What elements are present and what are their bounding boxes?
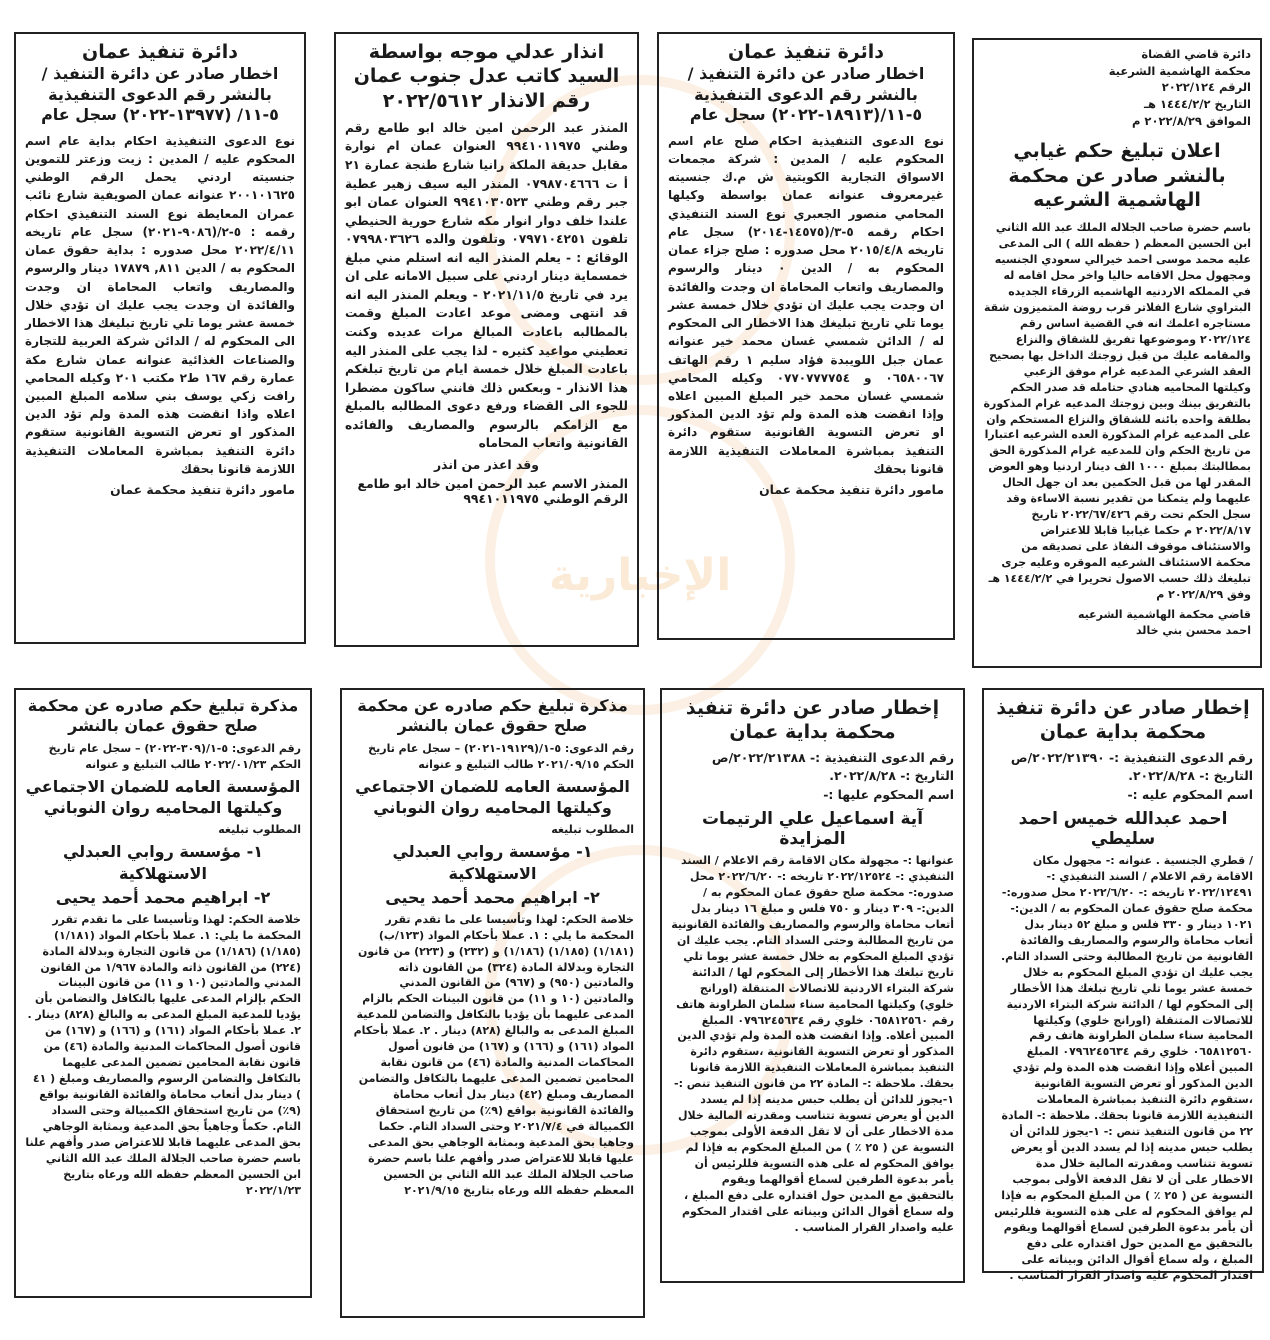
notice1-title: اعلان تبليغ حكم غيابي بالنشر صادر عن محكمة الهاشمية الشرعيه (1008, 140, 1226, 211)
notice1-header-line: التاريخ ١٤٤٤/٢/٢ هـ (1144, 97, 1251, 112)
notice7-body: خلاصة الحكم: لهذا وتأسيسا على ما تقدم تقرر المحكمة ما يلي : ١. عملا بأحكام المواد (١٢٣/ب) (١/١٨١) (١/١٨٥) (١/١٨٦) و (٢٣٢) و (٢٢٣) من قانون التجارة وبدلالة المادة (٣٢٤) من القانون ذاته والمادتين (٩٥٠) و (٩٦٧) من القانون المدني والمادتين (١٠ و ١١) من قانون البينات الحكم بالزام المدعى عليهما بأن يؤديا بالتكافل والتضامن للمدعية المبلغ المدعى به والبالغ (٨٢٨) دينار . ٢. عملا بأحكام المواد (١٦١) و (١٦٦) و (١٦٧) من قانون أصول المحاكمات المدنية والمادة (٤٦) من قانون نقابة المحامين تضمين المدعى عليهما بالتكافل والتضامن المصاريف ومبلغ (٤٢) دينار بدل أتعاب محاماة والفائدة القانونية بواقع (٩٪) من تاريخ استحقاق الكمبيالة في ٢٠٢١/٧/٤ وحتى السداد التام. حكما وجاهيا بحق المدعية وبمثابة الوجاهي بحق المدعى عليها قابلا للاعتراض صدر وأفهم علنا باسم حضرة صاحب الجلالة الملك عبد الله الثاني بن الحسين المعظم حفظه الله ورعاه بتاريخ ٢٠٢١/٩/١٥ (353, 912, 634, 1197)
notice4-signature: مامور دائرة تنفيذ محكمة عمان (110, 482, 295, 498)
notice-first-instance-execution-2 (660, 688, 965, 1283)
notice2-signature: مامور دائرة تنفيذ محكمة عمان (759, 482, 944, 498)
notice7-requesting-party: المؤسسة العامه للضمان الاجتماعي وكيلتها المحاميه روان النوباني (355, 776, 630, 818)
notice7-defendant-2: ٢- ابراهيم محمد أحمد يحيى (385, 888, 600, 908)
notice-first-instance-execution-1 (982, 688, 1264, 1282)
notice6-title: إخطار صادر عن دائرة تنفيذ محكمة بداية عمان (685, 697, 940, 744)
notice1-header-line: الموافق ٢٠٢٢/٨/٢٩ م (1131, 113, 1251, 128)
notice1-header-line: محكمة الهاشمية الشرعية (1108, 63, 1251, 78)
notice5-label: اسم المحكوم عليه :- (1127, 787, 1253, 803)
notice6-date: التاريخ :- ٢٠٢٢/٨/٢٨. (829, 768, 954, 784)
watermark-text: الإخبارية (548, 550, 732, 601)
notice5-defendant-name: احمد عبدالله خميس احمد سليطي (1018, 809, 1228, 850)
notice6-defendant-name: آية اسماعيل علي الرتيمات المزايدة (701, 809, 924, 850)
notice1-signature-title: قاضي محكمة الهاشمية الشرعيه (1077, 607, 1251, 621)
notice8-required-label: المطلوب تبليغه (218, 823, 301, 836)
notice3-signature: المنذر الاسم عبد الرحمن امين خالد ابو طامع الرقم الوطني ٩٩٤١٠١١٩٧٥ (357, 475, 628, 506)
notice4-body: نوع الدعوى التنفيذية احكام بداية عام اسم المحكوم عليه / المدين : زيت وزعتر للتموين جنسيته اردني يحمل الرقم الوطني ٢٠٠١٠١٦٢٥ عنوانه عمان الصويفية شارع نائب عمران المعايطة نوع السند التنفيذي احكام رقمه : ٥-٢/(٩٠٨٦-٢٠٢١) سجل عام تاريخه ٢٠٢٢/٤/١١ محل صدوره : بداية حقوق عمان المحكوم به / الدين ٨١١, ١٧٨٧٩ دينار والرسوم والمصاريف واتعاب المحاماة ان وجدت والفائدة ان وجدت يجب عليك ان تؤدي خلال خمسة عشر يوما تلي تاريخ تبليغك هذا الاخطار الى المحكوم له / الدائن شركة العربية للتجارة والصناعات الغذائية عنوانه عمان شارع مكة عمارة رقم ١٦٧ ط٢ مكتب ٢٠١ وكيله المحامي رافت زكي يوسف بني سلامه المبلغ المبين اعلاه واذا انقضت هذه المدة ولم تؤد الدين المذكور او تعرض التسوية القانونية ستقوم دائرة التنفيذ بمباشرة المعاملات التنفيذية اللازمة قانونا بحقك (25, 133, 296, 476)
notice-amman-execution-2 (14, 32, 306, 644)
notice3-closing: وقد اعذر من انذر (434, 456, 539, 472)
notice8-defendant-2: ٢- ابراهيم محمد أحمد يحيى (55, 888, 271, 908)
notice7-required-label: المطلوب تبليغه (551, 823, 634, 836)
notice1-body: باسم حضرة صاحب الجلاله الملك عبد الله الثاني ابن الحسين المعظم ( حفظه الله ) الى المدعى عليه محمد موسى احمد خيرالي سعودي الجنسيه ومجهول محل الاقامه حاليا واخر محل اقامه له في المملكه الاردنيه الهاشميه الزرقاء الجديده البتراوي شارع الفلاتر قرب روضة المتميزون شقة مستاجره اعلمك انه في القضية اساس رقم ٢٠٢٢/١٢٤ وموضوعها تفريق للشقاق والنزاع والمقامه عليك من قبل زوجتك الداخل بها بصحيح العقد الشرعي المدعيه غرام موفق الزعبي وكيلتها المحاميه هنادي حتامله قد صدر الحكم بالتفريق بينك وبين زوجتك المدعيه غرام المذكورة بطلقة واحده بائنه للشقاق والنزاع المستحكم وان على المدعيه غرام المذكورة العده الشرعيه اعتبارا من تاريخ الحكم وان للمدعيه غرام المذكورة الحق بمطالبتك بمبلغ ١٠٠٠ الف دينار اردنيا وهو العوض المقدر لها من قبل الحكمين بعد ان جهل الحال عليهما ولم يتمكنا من تقدير نسبة الاساءة وقد سجل الحكم تحت رقم ٢٠٢٢/٦٧/٤٢٦ تاريخ ٢٠٢٢/٨/١٧ م حكما غيابيا قابلا للاعتراض والاستئناف موقوف النفاذ على تصديقه من محكمة الاستئناف الشرعيه الموقره وعليه جرى تبليغك ذلك حسب الاصول تحريرا في ١٤٤٤/٢/٢ هـ وفق ٢٠٢٢/٨/٢٩ م (983, 221, 1251, 601)
notice2-title: دائرة تنفيذ عمان (727, 41, 885, 63)
notice3-title: انذار عدلي موجه بواسطة السيد كاتب عدل جنوب عمان رقم الانذار ٢٠٢٢/٥٦١٢ (353, 41, 620, 112)
notice8-defendant-1: ١- مؤسسة روابي العبدلي الاستهلاكية (62, 841, 264, 883)
notice1-header-line: دائرة قاضي القضاة (1141, 47, 1251, 61)
notice7-defendant-1: ١- مؤسسة روابي العبدلي الاستهلاكية (392, 841, 593, 883)
notice2-body: نوع الدعوى التنفيذية احكام صلح عام اسم المحكوم عليه / المدين : شركة مجمعات الاسواق التجارية الكويتية ش م.ك جنسيته غيرمعروف عنوانه عمان بواسطة وكيلها المحامي منصور الجعبري نوع السند التنفيذي احكام رقمه ٥-٣/(١٤٥٧٥-٢٠١٤) سجل عام تاريخه ٢٠١٥/٤/٨ محل صدوره : صلح جزاء عمان المحكوم به / الدين ٠ دينار والرسوم والمصاريف واتعاب المحاماة ان وجدت والفائدة ان وجدت يجب عليك ان تؤدي خلال خمسة عشر يوما تلي تاريخ تبليغك هذا الاخطار الى المحكوم له / الدائن شمسي غسان محمد خير عنوانه عمان جبل اللويبدة فؤاد سليم ١ رقم الهاتف ٠٦٥٨٠٠٦٧ و ٠٧٧٠٧٧٧٧٥٤ وكيله المحامي شمسي غسان محمد خير المبلغ المبين اعلاه وإذا انقضت هذه المدة ولم تؤد الدين المذكور او تعرض التسوية القانونية ستقوم دائرة التنفيذ بمباشرة المعاملات التنفيذية اللازمة قانونا بحقك (668, 133, 944, 476)
notice4-subtitle: اخطار صادر عن دائرة التنفيذ / بالنشر رقم الدعوى التنفيذية ٥-١١/ (١٣٩٧٧-٢٠٢٢) سجل عام (41, 64, 279, 125)
notice-amman-execution-1 (657, 32, 955, 640)
notice-court-judgment-1 (340, 688, 645, 1318)
notice6-label: اسم المحكوم عليها :- (823, 787, 954, 803)
notice8-case-header: رقم الدعوى: ٥-١/(٣٠٩-٢٠٢٢) – سجل عام تاريخ الحكم ٢٠٢٢/٠١/٢٣ طالب التبليغ و عنوانه (48, 741, 301, 771)
notice8-body: خلاصة الحكم: لهذا وتأسيسا على ما تقدم تقرر المحكمة ما يلي: ١. عملا بأحكام المواد (١/١٨١) (١/١٨٥) (١/١٨٦) من قانون التجارة وبدلالة المادة (٢٢٤) من القانون ذاته والمادة ١/٩٦٧ من القانون المدني والمادتين (١٠ و ١١) من قانون البينات الحكم بإلزام المدعى عليها بالتكافل والتضامن بأن يؤديا للمدعية المبلغ المدعى به والبالغ (٨٢٨) دينار . ٢. عملا بأحكام المواد (١٦١) و (١٦٦) و (١٦٧) من قانون أصول المحاكمات المدنية والمادة (٤٦) من قانون نقابة المحامين تضمين المدعى عليهما بالتكافل والتضامن الرسوم والمصاريف ومبلغ ( ٤١ ) دينار بدل أتعاب محاماة والفائدة القانونية بواقع (٩٪) من تاريخ استحقاق الكمبيالة وحتى السداد التام. حكماً وجاهياً بحق المدعية وبمثابة الوجاهي بحق المدعى عليهما قابلا للاعتراض صدر وأفهم علنا باسم حضرة صاحب الجلالة الملك عبد الله الثاني ابن الحسين المعظم حفظه الله ورعاه بتاريخ ٢٠٢٢/١/٢٣ (25, 912, 301, 1197)
notice-notary-warning (334, 32, 639, 647)
notice5-title: إخطار صادر عن دائرة تنفيذ محكمة بداية عمان (996, 697, 1250, 744)
notice8-requesting-party: المؤسسة العامه للضمان الاجتماعي وكيلتها المحاميه روان النوباني (25, 776, 301, 818)
notice4-title: دائرة تنفيذ عمان (81, 41, 239, 63)
notice5-body: / قطري الجنسية . عنوانه :- مجهول مكان الاقامة رقم الاعلام / السند التنفيذي :- ٢٠٢٢/١٢٤٩١ تاريخه :- ٢٠٢٢/٦/٢٠ محل صدوره:- محكمة صلح حقوق عمان المحكوم به / الدين:- ١٠٢١ دينار و ٣٣٠ فلس و مبلغ ٥٢ دينار بدل أتعاب محاماة والرسوم والمصاريف والفائدة القانونية من تاريخ المطالبة وحتى السداد التام. يجب عليك ان تؤدي المبلغ المحكوم به خلال خمسة عشر يوما تلي تاريخ تبلغك هذا الأخطار إلى المحكوم لها / الدائنة شركة البتراء الاردنية للاتصالات المتنقلة (اورانج خلوي) وكيلتها المحامية سناء سلمان الطراونة هاتف رقم ٠٦٥٨١٢٥٦٠ خلوي رقم ٠٧٩٦٢٤٥٦٣٤ المبلغ المبين أعلاه وإذا انقضت هذه المدة ولم تؤدي الدين المذكور أو تعرض التسوية القانونية ،ستقوم دائرة التنفيذ بمباشرة المعاملات التنفيذية اللازمة قانونا بحقك. ملاحظة :- المادة ٢٢ من قانون التنفيذ تنص :- ١-يجوز للدائن أن يطلب حبس مدينه إذا لم يسدد الدين أو يعرض تسوية تتناسب ومقدرته المالية خلال مدة الاخطار على أن لا تقل الدفعة الأولى بموجب التسوية عن ( ٢٥ ٪ ) من المبلغ المحكوم به فإذا لم يوافق المحكوم له على هذه التسوية فللرئيس أن يأمر بدعوة الطرفين لسماع أقوالهما ويقوم بالتحقيق مع المدين حول اقتداره على دفع المبلغ ، وله سماع أقوال الدائن وبيناته على اقتدار المحكوم عليه واصدار القرار المناسب . (994, 854, 1253, 1282)
notice5-date: التاريخ :- ٢٠٢٢/٨/٢٨. (1128, 768, 1253, 784)
notice-sharia-court (972, 38, 1262, 668)
notice7-title: مذكرة تبليغ حكم صادره عن محكمة صلح حقوق عمان بالنشر (357, 696, 628, 736)
notice-court-judgment-2 (14, 688, 312, 1298)
notice8-title: مذكرة تبليغ حكم صادره عن محكمة صلح حقوق عمان بالنشر (27, 696, 299, 736)
notice2-subtitle: اخطار صادر عن دائرة التنفيذ / بالنشر رقم الدعوى التنفيذية ٥-١١/(١٨٩١٣-٢٠٢٢) سجل عام (687, 64, 925, 125)
notice6-case-number: رقم الدعوى التنفيذية :- ٢٠٢٢/٢١٣٨٨/ص (711, 749, 954, 765)
notice1-signature-name: احمد محسن بني خالد (1135, 623, 1251, 637)
notice6-body: عنوانها :- مجهولة مكان الاقامة رقم الاعلام / السند التنفيذي :- ٢٠٢٢/١٢٥٢٤ تاريخه :- ٢٠٢٢/٦/٢٠ محل صدوره:- محكمة صلح حقوق عمان المحكوم به / الدين:- ٣٠٩ دينار و ٧٥٠ فلس و مبلغ ١٦ دينار بدل أتعاب محاماة والرسوم والمصاريف والفائدة القانونية من تاريخ المطالبة وحتى السداد التام. يجب عليك ان تؤدي المبلغ المحكوم به خلال خمسة عشر يوما تلي تاريخ تبلغك هذا الأخطار إلى المحكوم لها / الدائنة شركة البتراء الاردنية للاتصالات المتنقلة (اورانج خلوي) وكيلتها المحامية سناء سلمان الطراونة هاتف رقم ٠٦٥٨١٢٥٦٠ خلوي رقم ٠٧٩٦٢٤٥٦٣٤ المبلغ المبين أعلاه. وإذا انقضت هذه المدة ولم تؤدي الدين المذكور أو تعرض التسوية القانونية ،ستقوم دائرة التنفيذ بمباشرة المعاملات التنفيذية اللازمة قانونا بحقك. ملاحظة :- المادة ٢٢ من قانون التنفيذ تنص :- ١-يجوز للدائن أن يطلب حبس مدينه إذا لم يسدد الدين أو يعرض تسوية تتناسب ومقدرته المالية خلال مدة الاخطار على أن لا تقل الدفعة الأولى بموجب التسوية عن ( ٢٥ ٪ ) من المبلغ المحكوم به فإذا لم يوافق المحكوم له على هذه التسوية فللرئيس أن يأمر بدعوة الطرفين لسماع أقوالهما ويقوم بالتحقيق مع المدين حول اقتداره على دفع المبلغ ، وله سماع أقوال الدائن وبيناته على اقتدار المحكوم عليه واصدار القرار المناسب . (671, 854, 954, 1234)
notice3-body: المنذر عبد الرحمن امين خالد ابو طامع رقم وطني ٩٩٤١٠١١٩٧٥ العنوان عمان ام نوارة مقابل حديقة الملكة رانيا شارع طنجة عمارة ٢١ أ ت ٠٧٩٨٧٠٤٦٦٦ المنذر اليه سيف زهير عطية جبر رقم وطني ٩٩٤١٠٣٠٥٢٣ العنوان عمان ابو علندا خلف دوار انوار مكه شارع حورية الحنيطي تلفون ٠٧٩٧١٠٤٢٥١ وتلفون والده ٠٧٩٩٨٠٣٦٢٦ الوقائع : - يعلم المنذر اليه انه استلم مني مبلغ خمسماية دينار اردني على سبيل الامانه على ان يرد في تاريخ ٢٠٢١/١١/٥ - ويعلم المنذر اليه انه قد انتهى ومضى موعد اعادت المبلغ وقمت بالمطالبه باعادت المبالغ مرات عديده وكنت تعطيني مواعيد كثيره - لذا يجب على المنذر اليه باعادت المبلغ خلال خمسة ايام من تاريخ تبلغكم هذا الانذار - وبعكس ذلك فانني ساكون مضطرا للجوء الى القضاء ورفع دعوى المطالبه بالمبلغ مع الزامكم بالرسوم والمصاريف والفائده القانونية واتعاب المحاماه (345, 120, 629, 451)
notice5-case-number: رقم الدعوى التنفيذية :- ٢٠٢٢/٢١٣٩٠/ص (1010, 749, 1253, 765)
notice7-case-header: رقم الدعوى: ٥-١/(١٩١٢٩-٢٠٢١) – سجل عام تاريخ الحكم ٢٠٢١/٠٩/١٥ طالب التبليغ و عنوانه (368, 741, 634, 771)
notice1-header-line: الرقم ٢٠٢٢/١٢٤ (1161, 80, 1251, 95)
